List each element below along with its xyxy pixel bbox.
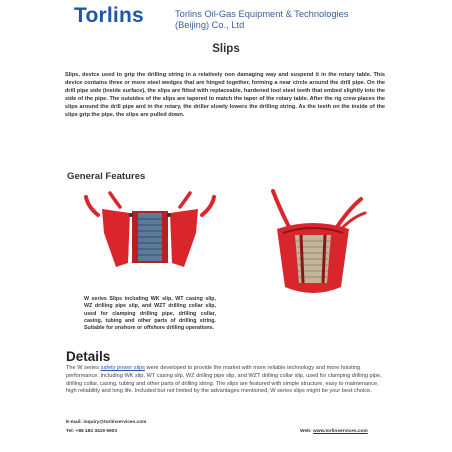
footer-email	[66, 420, 146, 425]
company-name-line2: (Beijing) Co., Ltd	[175, 20, 245, 30]
email-label: E-mail:	[66, 420, 84, 425]
footer-tel	[66, 429, 117, 434]
company-name-line1: Torlins Oil-Gas Equipment & Technologies	[175, 9, 349, 19]
details-text-end: were developed to provide the market with more reliable technology and more hoisting performance. Including WK slip, WT casing slip, WZ drilling pipe slip, and WZT drilling collar slip, used for clamping drilling pipe, drilling collar, casing, tubing and other parts of drilling string. The slips are featured with simple structure, easy to maintenance, high reliability and long life. Included but not limited by the advantages mentioned, W series slips might be your best choice.	[66, 365, 382, 395]
tel-value: +86 182 3419 6903	[75, 429, 117, 434]
web-label: Web:	[300, 429, 313, 434]
details-heading: Details	[66, 349, 111, 364]
general-features-heading: General Features	[67, 171, 146, 182]
tel-label: Tel:	[66, 429, 76, 434]
footer-web	[300, 429, 368, 434]
slip-image-closed	[243, 187, 383, 299]
company-name	[175, 9, 395, 31]
slip-image-open	[80, 187, 220, 287]
company-logo: Torlins	[74, 4, 144, 27]
general-features-text: W series Slips including WK slip, WT casing slip, WZ drilling pipe slip, and WZT drilling collar slip, used for clamping drilling pipe, drilling collar, casing, tubing and other parts of drilling string. Suitable for onshore or offshore drilling operations.	[84, 296, 216, 332]
email-value[interactable]: inquiry@torlinservices.com	[83, 420, 147, 425]
details-paragraph	[66, 365, 388, 396]
details-text-start: The W series	[66, 365, 101, 371]
intro-paragraph: Slips, device used to grip the drilling string in a relatively non damaging way and suspend it in the rotary table. This device contains three or more steel wedges that are hinged together, forming a near circle around the drill pipe. On the drill pipe side (inside surface), the slips are fitted with replaceable, hardened tool steel teeth that embed slightly into the side of the pipe. The outsides of the slips are tapered to match the taper of the rotary table. After the rig crew places the slips around the drill pipe and in the rotary, the driller slowly lowers the drilling string. As the teeth on the inside of the slips grip the pipe, the slips are pulled down.	[65, 72, 385, 118]
web-link[interactable]: www.torlinservices.com	[312, 429, 368, 434]
page-title: Slips	[212, 43, 240, 55]
safety-power-slips-link[interactable]: safety power slips	[100, 365, 145, 371]
